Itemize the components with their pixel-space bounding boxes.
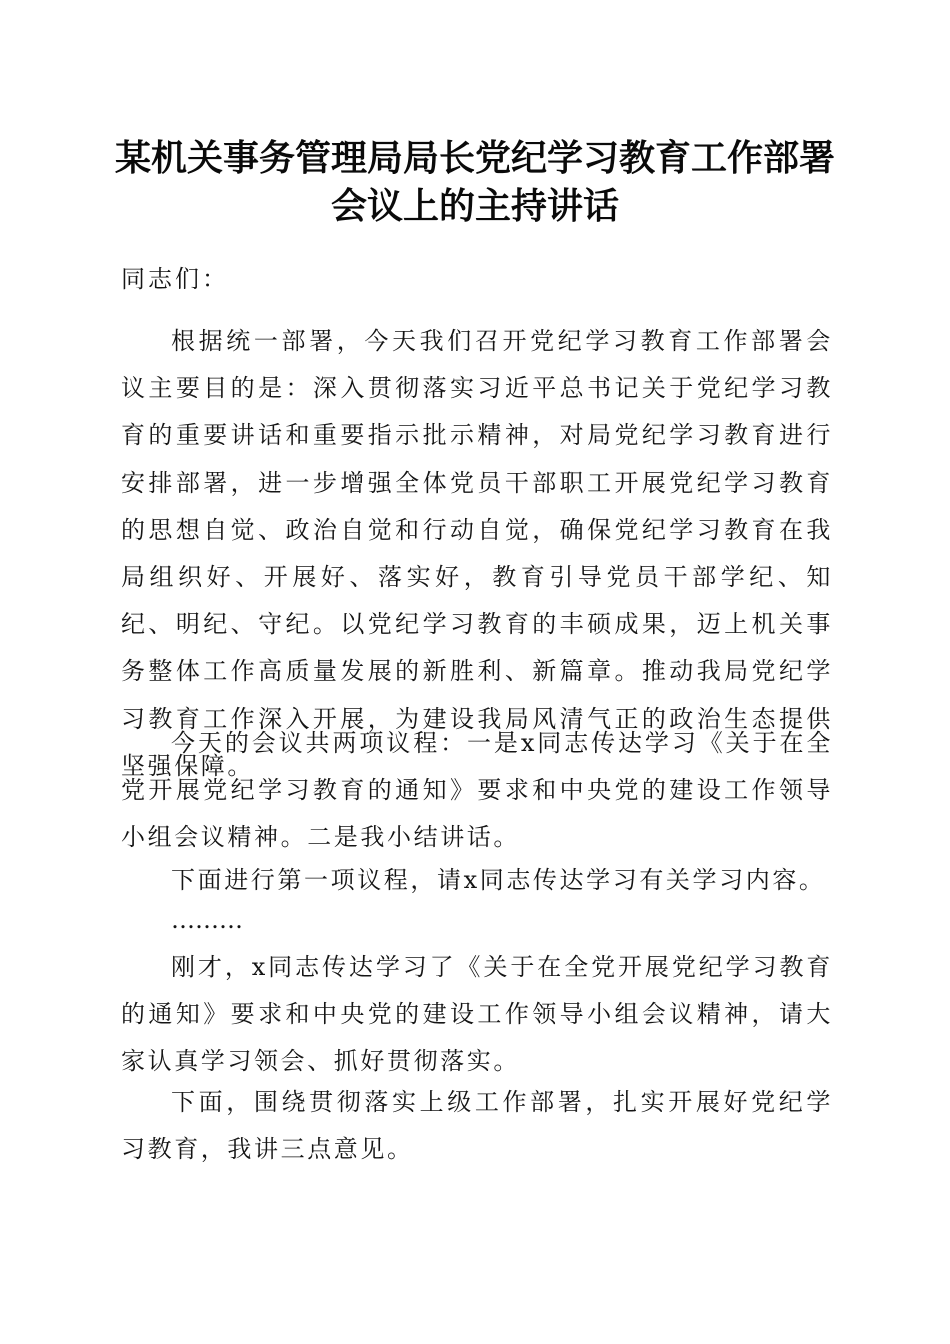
document-title-line-2: 会议上的主持讲话 [330,185,619,227]
paragraph-purpose: 根据统一部署，今天我们召开党纪学习教育工作部署会议主要目的是：深入贯彻落实习近平总书记关于党纪学习教育的重要讲话和重要指示批示精神，对局党纪学习教育进行安排部署，进一步增强全体党员干部职工开展党纪学习教育的思想自觉、政治自觉和行动自觉，确保党纪学习教育在我局组织好、开展好、落实好，教育引导党员干部学纪、知纪、明纪、守纪。以党纪学习教育的丰硕成果，迈上机关事务整体工作高质量发展的新胜利、新篇章。推动我局党纪学习教育工作深入开展，为建设我局风清气正的政治生态提供坚强保障。 [121,327,833,780]
document-title-line-1: 某机关事务管理局局长党纪学习教育工作部署 [114,137,835,179]
paragraph-summary: 刚才，x同志传达学习了《关于在全党开展党纪学习教育的通知》要求和中央党的建设工作领导小组会议精神，请大家认真学习领会、抓好贯彻落实。 [121,953,833,1076]
ellipsis: ……… [171,906,243,934]
paragraph-agenda: 今天的会议共两项议程：一是x同志传达学习《关于在全党开展党纪学习教育的通知》要求和中央党的建设工作领导小组会议精神。二是我小结讲话。 [121,729,833,852]
paragraph-first-item: 下面进行第一项议程，请x同志传达学习有关学习内容。 [171,866,826,894]
paragraph-opinions: 下面，围绕贯彻落实上级工作部署，扎实开展好党纪学习教育，我讲三点意见。 [121,1088,833,1164]
salutation: 同志们： [121,265,229,293]
